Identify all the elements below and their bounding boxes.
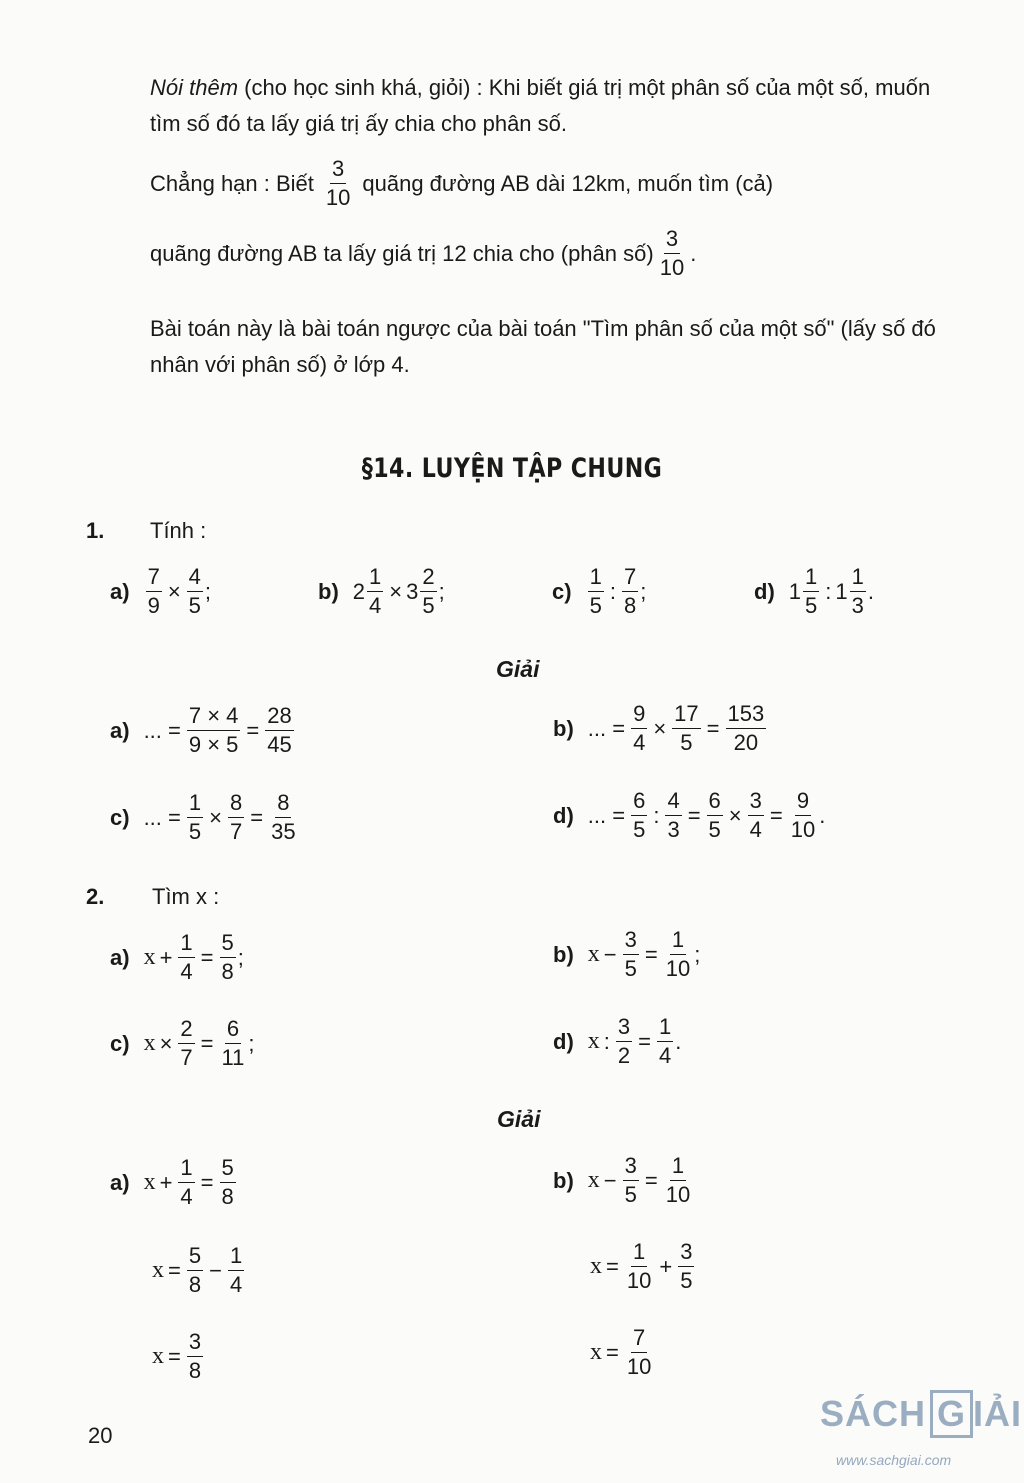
ex1-solution-heading: Giải (496, 656, 540, 682)
fraction: $\frac{3}{10}$ (659, 226, 685, 280)
watermark-site: www.sachgiai.com (836, 1452, 952, 1468)
exercise-1-number: 1. (86, 518, 105, 543)
intro-note (150, 70, 955, 142)
page-number: 20 (88, 1423, 113, 1448)
ex2-problem-d: d) x : $\frac{3}{2}$ = $\frac{1}{4}$ . (553, 1014, 682, 1068)
ex1-solution-a: a) ... = $\frac{7 \times 4}{9 \times 5}$ = $\frac{28}{45}$ (110, 703, 292, 757)
ex1-problem-d: d) 1 $\frac{1}{5}$ : 1 $\frac{1}{3}$ . (754, 564, 875, 618)
watermark-logo: SÁCH G IẢI (820, 1390, 1022, 1438)
example-text-c: quãng đường AB ta lấy giá trị 12 chia cho (phân số) (150, 240, 654, 266)
intro-example-line1 (150, 158, 773, 209)
ex1-solution-d: d) ... = $\frac{6}{5}$ : $\frac{4}{3}$ = $\frac{6}{5}$ × $\frac{3}{4}$ = $\frac{9}{10}$ . (553, 788, 826, 842)
ex2-solution-b-line3: x = $\frac{7}{10}$ (590, 1325, 652, 1379)
note-text: (cho học sinh khá, giỏi) : Khi biết giá trị một phân số của một số, muốn tìm số đó ta lấy giá trị ấy chia cho phân số. (150, 75, 931, 136)
intro-example-line2: quãng đường AB ta lấy giá trị 12 chia cho (phân số) $\frac{3}{10}$ . (150, 226, 697, 280)
ex2-problem-b: b) x − $\frac{3}{5}$ = $\frac{1}{10}$ ; (553, 927, 701, 981)
ex1-solution-c: c) ... = $\frac{1}{5}$ × $\frac{8}{7}$ = $\frac{8}{35}$ (110, 790, 296, 844)
ex2-solution-a-line3: x = $\frac{3}{8}$ (152, 1329, 202, 1383)
exercise-2-prompt: Tìm x : (152, 884, 220, 909)
example-text-b: quãng đường AB dài 12km, muốn tìm (cả) (362, 170, 774, 196)
exercise-2-number: 2. (86, 884, 105, 909)
ex2-solution-b-line2: x = $\frac{1}{10}$ + $\frac{3}{5}$ (590, 1239, 693, 1293)
example-text-a: Chẳng hạn : Biết (150, 170, 314, 196)
ex2-solution-b-line1: b) x − $\frac{3}{5}$ = $\frac{1}{10}$ (553, 1153, 691, 1207)
fraction: $\frac{3}{10}$ (325, 156, 351, 210)
ex1-solution-b: b) ... = $\frac{9}{4}$ × $\frac{17}{5}$ = $\frac{153}{20}$ (553, 701, 765, 755)
exercise-1-prompt: Tính : (150, 518, 207, 543)
section-title: §14. LUYỆN TẬP CHUNG (361, 453, 663, 484)
ex2-solution-heading: Giải (497, 1106, 541, 1132)
ex2-solution-a-line1: a) x + $\frac{1}{4}$ = $\frac{5}{8}$ (110, 1155, 234, 1209)
ex2-problem-a: a) x + $\frac{1}{4}$ = $\frac{5}{8}$ ; (110, 930, 244, 984)
ex2-problem-c: c) x × $\frac{2}{7}$ = $\frac{6}{11}$ ; (110, 1016, 255, 1070)
ex2-solution-a-line2: x = $\frac{5}{8}$ − $\frac{1}{4}$ (152, 1243, 243, 1297)
ex1-problem-c: c) $\frac{1}{5}$ : $\frac{7}{8}$ ; (552, 564, 647, 618)
ex1-problem-b: b) 2 $\frac{1}{4}$ × 3 $\frac{2}{5}$ ; (318, 564, 445, 618)
note-label: Nói thêm (150, 75, 239, 100)
ex1-problem-a: a) $\frac{7}{9}$ × $\frac{4}{5}$ ; (110, 564, 212, 618)
intro-converse: Bài toán này là bài toán ngược của bài toán "Tìm phân số của một số" (lấy số đó nhân với phân số) ở lớp 4. (150, 316, 936, 377)
